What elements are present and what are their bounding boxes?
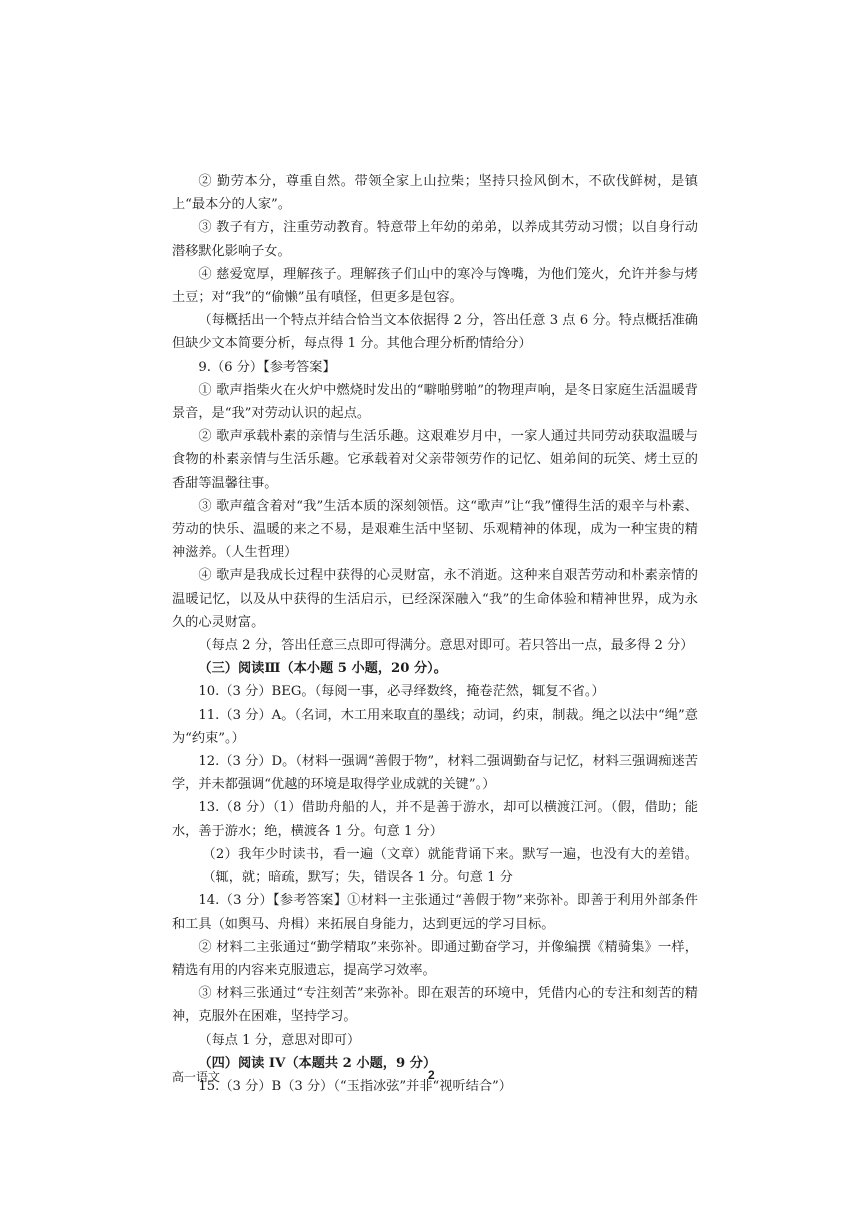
paragraph: ④ 慈爱宽厚，理解孩子。理解孩子们山中的寒冷与馋嘴，为他们笼火，允许并参与烤土豆；对“我”的“偷懒”虽有嗔怪，但更多是包容。	[172, 266, 698, 306]
paragraph: （2）我年少时读书，看一遍（文章）就能背诵下来。默写一遍，也没有大的差错。（辄，就；暗疏，默写；失，错误各 1 分。句意 1 分	[202, 846, 698, 886]
answer-content	[172, 170, 698, 1098]
paragraph: （每概括出一个特点并结合恰当文本依据得 2 分，答出任意 3 点 6 分。特点概括准确但缺少文本简要分析，每点得 1 分。其他合理分析酌情给分）	[172, 313, 698, 352]
footer-subject: 高一语文	[172, 1070, 221, 1084]
paragraph: ② 勤劳本分，尊重自然。带领全家上山拉柴；坚持只捡风倒木，不砍伐鲜树，是镇上“最本分的人家”。	[172, 174, 698, 213]
paragraph: ③ 材料三张通过“专注刻苦”来弥补。即在艰苦的环境中，凭借内心的专注和刻苦的精神，克服外在困难，坚持学习。	[172, 986, 698, 1025]
paragraph: ② 材料二主张通过“勤学精取”来弥补。即通过勤奋学习，并像编撰《精骑集》一样，精选有用的内容来克服遗忘，提高学习效率。	[172, 939, 698, 978]
paragraph: 15.（3 分）B（3 分）（“玉指冰弦”并非“视听结合”）	[198, 1078, 512, 1094]
paragraph: 9.（6 分）【参考答案】	[198, 359, 336, 375]
paragraph: （每点 1 分，意思对即可）	[198, 1032, 361, 1048]
paragraph: 13.（8 分）（1）借助舟船的人，并不是善于游水，却可以横渡江河。（假，借助；能水，善于游水；绝，横渡各 1 分。句意 1 分）	[172, 800, 698, 839]
paragraph: 12.（3 分）D。（材料一强调“善假于物”，材料二强调勤奋与记忆，材料三强调痴迷苦学，并未都强调“优越的环境是取得学业成就的关键”。）	[172, 754, 698, 793]
paragraph: ③ 教子有方，注重劳动教育。特意带上年幼的弟弟，以养成其劳动习惯；以自身行动潜移默化影响子女。	[172, 220, 698, 259]
paragraph: ③ 歌声蕴含着对“我”生活本质的深刻领悟。这“歌声”让“我”懂得生活的艰辛与朴素、劳动的快乐、温暖的来之不易，是艰难生活中坚韧、乐观精神的体现，成为一种宝贵的精神滋养。（人生哲理）	[172, 498, 698, 561]
paragraph: 11.（3 分）A。（名词，木工用来取直的墨线；动词，约束，制裁。绳之以法中“绳”意为“约束”。）	[172, 707, 698, 746]
paragraph: ② 歌声承载朴素的亲情与生活乐趣。这艰难岁月中，一家人通过共同劳动获取温暖与食物的朴素亲情与生活乐趣。它承载着对父亲带领劳作的记忆、姐弟间的玩笑、烤土豆的香甜等温馨往事。	[172, 429, 698, 491]
paragraph: （三）阅读Ⅲ（本小题 5 小题，20 分）。	[198, 661, 447, 677]
footer-page-number: 2	[428, 1068, 435, 1082]
paragraph: 10.（3 分）BEG。（每阅一事，必寻绎数终，掩卷茫然，辄复不省。）	[198, 684, 605, 700]
paragraph: 14.（3 分）【参考答案】①材料一主张通过“善假于物”来弥补。即善于利用外部条件和工具（如舆马、舟楫）来拓展自身能力，达到更远的学习目标。	[172, 893, 698, 932]
paragraph: ① 歌声指柴火在火炉中燃烧时发出的“噼啪劈啪”的物理声响，是冬日家庭生活温暖背景音，是“我”对劳动认识的起点。	[172, 382, 698, 422]
paragraph: （每点 2 分，答出任意三点即可得满分。意思对即可。若只答出一点，最多得 2 分）	[198, 638, 694, 654]
paragraph: ④ 歌声是我成长过程中获得的心灵财富，永不消逝。这种来自艰苦劳动和朴素亲情的温暖记忆，以及从中获得的生活启示，已经深深融入“我”的生命体验和精神世界，成为永久的心灵财富。	[172, 568, 698, 630]
paragraph: （四）阅读 IV（本题共 2 小题，9 分）	[198, 1055, 437, 1071]
